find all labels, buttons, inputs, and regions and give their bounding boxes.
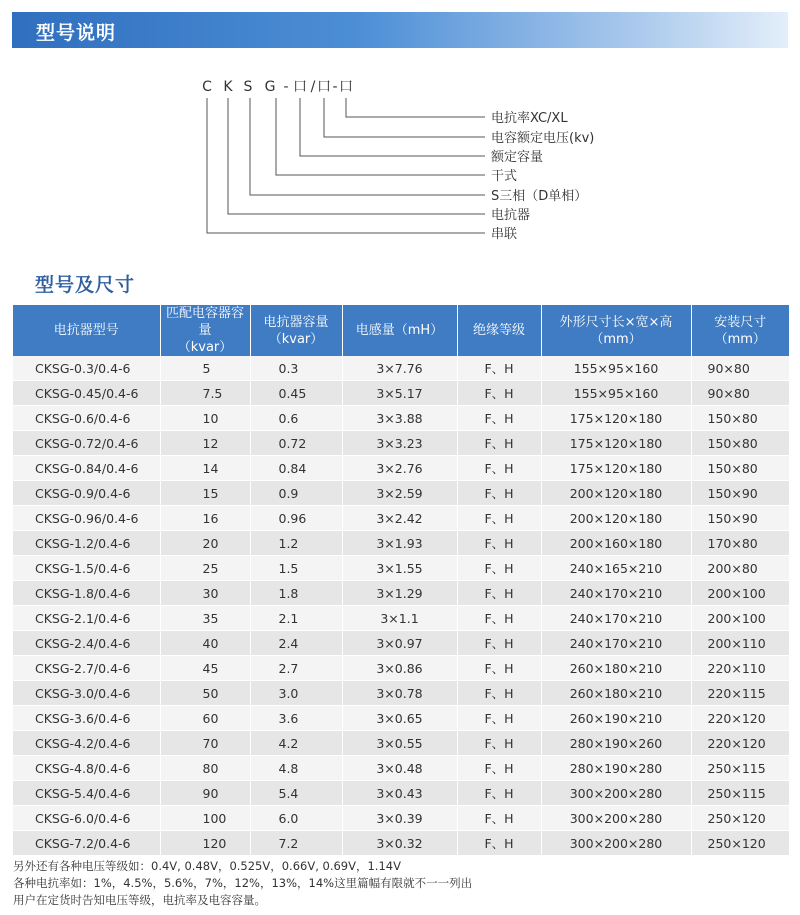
model-code-letter: K <box>223 79 233 95</box>
table-cell: 150×80 <box>691 456 789 481</box>
spec-table <box>13 305 789 856</box>
table-row <box>13 356 789 381</box>
table-cell: 220×110 <box>691 656 789 681</box>
table-cell: 7.5 <box>160 381 250 406</box>
table-row <box>13 706 789 731</box>
table-row <box>13 431 789 456</box>
table-row <box>13 831 789 856</box>
table-cell: 220×120 <box>691 731 789 756</box>
table-cell: 300×200×280 <box>541 831 691 856</box>
table-row <box>13 456 789 481</box>
table-cell: 200×160×180 <box>541 531 691 556</box>
table-cell: 0.3 <box>250 356 342 381</box>
table-cell: F、H <box>457 506 541 531</box>
table-cell: 0.6 <box>250 406 342 431</box>
model-code-letter: - <box>283 79 289 95</box>
model-code-label: 串联 <box>491 227 518 242</box>
table-cell: CKSG-4.2/0.4-6 <box>13 731 160 756</box>
table-cell: 3×0.65 <box>342 706 457 731</box>
table-row <box>13 406 789 431</box>
model-code-letter: - <box>332 79 338 95</box>
table-row <box>13 606 789 631</box>
column-header-text: 电抗器型号 <box>53 323 119 338</box>
table-row <box>13 481 789 506</box>
table-cell: CKSG-2.7/0.4-6 <box>13 656 160 681</box>
table-cell: 6.0 <box>250 806 342 831</box>
table-cell: F、H <box>457 381 541 406</box>
table-row <box>13 781 789 806</box>
column-header <box>13 305 160 356</box>
table-cell: 3×7.76 <box>342 356 457 381</box>
table-cell: 220×115 <box>691 681 789 706</box>
leader-line <box>300 98 485 156</box>
table-cell: 40 <box>160 631 250 656</box>
model-code-label: 电容额定电压(kv) <box>491 131 595 146</box>
table-cell: 3×5.17 <box>342 381 457 406</box>
table-cell: 3×0.97 <box>342 631 457 656</box>
table-cell: CKSG-0.72/0.4-6 <box>13 431 160 456</box>
table-cell: 1.8 <box>250 581 342 606</box>
table-cell: CKSG-1.8/0.4-6 <box>13 581 160 606</box>
table-cell: 150×80 <box>691 406 789 431</box>
table-header-row <box>13 305 789 356</box>
column-header <box>160 305 250 356</box>
table-cell: 7.2 <box>250 831 342 856</box>
table-cell: 300×200×280 <box>541 806 691 831</box>
model-code-letter: G <box>264 79 276 95</box>
table-cell: CKSG-0.84/0.4-6 <box>13 456 160 481</box>
table-body <box>13 356 789 856</box>
table-cell: 3×0.48 <box>342 756 457 781</box>
table-cell: CKSG-6.0/0.4-6 <box>13 806 160 831</box>
model-code-letter: 口 <box>317 79 331 95</box>
leader-line <box>207 98 485 233</box>
table-cell: 3×2.76 <box>342 456 457 481</box>
table-cell: F、H <box>457 781 541 806</box>
table-cell: 250×115 <box>691 781 789 806</box>
table-cell: CKSG-3.0/0.4-6 <box>13 681 160 706</box>
table-cell: 20 <box>160 531 250 556</box>
table-cell: 3×3.88 <box>342 406 457 431</box>
column-header-text: 匹配电容器容量 <box>165 306 244 338</box>
table-cell: 200×120×180 <box>541 481 691 506</box>
table-cell: F、H <box>457 456 541 481</box>
table-cell: 170×80 <box>691 531 789 556</box>
table-cell: 150×90 <box>691 481 789 506</box>
table-cell: 200×100 <box>691 606 789 631</box>
leader-line <box>346 98 485 117</box>
table-cell: 3×0.32 <box>342 831 457 856</box>
table-row <box>13 531 789 556</box>
table-cell: 0.96 <box>250 506 342 531</box>
table-cell: F、H <box>457 656 541 681</box>
table-cell: F、H <box>457 831 541 856</box>
table-cell: 280×190×280 <box>541 756 691 781</box>
table-cell: 1.2 <box>250 531 342 556</box>
table-cell: 250×120 <box>691 831 789 856</box>
table-cell: 175×120×180 <box>541 431 691 456</box>
table-cell: 10 <box>160 406 250 431</box>
table-cell: CKSG-0.45/0.4-6 <box>13 381 160 406</box>
table-cell: 60 <box>160 706 250 731</box>
table-cell: 4.8 <box>250 756 342 781</box>
table-cell: F、H <box>457 756 541 781</box>
model-code-diagram <box>0 60 800 250</box>
model-code-letter: 口 <box>339 79 353 95</box>
table-cell: F、H <box>457 706 541 731</box>
model-code-letter: 口 <box>293 79 307 95</box>
table-cell: F、H <box>457 556 541 581</box>
table-cell: 3×1.1 <box>342 606 457 631</box>
table-cell: F、H <box>457 806 541 831</box>
table-cell: CKSG-0.9/0.4-6 <box>13 481 160 506</box>
table-cell: 0.45 <box>250 381 342 406</box>
table-cell: 250×120 <box>691 806 789 831</box>
table-cell: CKSG-0.96/0.4-6 <box>13 506 160 531</box>
table-cell: 14 <box>160 456 250 481</box>
table-cell: 300×200×280 <box>541 781 691 806</box>
table-cell: 16 <box>160 506 250 531</box>
table-row <box>13 656 789 681</box>
table-row <box>13 631 789 656</box>
table-cell: F、H <box>457 531 541 556</box>
leader-line <box>250 98 485 195</box>
table-cell: CKSG-0.3/0.4-6 <box>13 356 160 381</box>
section-title: 型号及尺寸 <box>35 274 136 296</box>
table-cell: F、H <box>457 356 541 381</box>
table-cell: 80 <box>160 756 250 781</box>
table-cell: CKSG-7.2/0.4-6 <box>13 831 160 856</box>
table-cell: 35 <box>160 606 250 631</box>
table-cell: 90×80 <box>691 381 789 406</box>
column-header-text: （kvar） <box>268 331 324 347</box>
column-header <box>541 305 691 356</box>
table-cell: F、H <box>457 406 541 431</box>
table-cell: 0.72 <box>250 431 342 456</box>
column-header-text: 电感量（mH） <box>355 323 444 338</box>
table-cell: 260×180×210 <box>541 656 691 681</box>
table-cell: 0.84 <box>250 456 342 481</box>
table-cell: 150×80 <box>691 431 789 456</box>
table-cell: 200×100 <box>691 581 789 606</box>
table-cell: 220×120 <box>691 706 789 731</box>
table-cell: 25 <box>160 556 250 581</box>
table-row <box>13 681 789 706</box>
column-header-text: （kvar） <box>177 340 233 355</box>
table-cell: 3×2.59 <box>342 481 457 506</box>
column-header-text: 外形尺寸长×宽×高 <box>559 314 673 330</box>
column-header-text: （mm） <box>590 331 642 347</box>
table-cell: 200×120×180 <box>541 506 691 531</box>
column-header-text: 安装尺寸 <box>714 314 767 330</box>
table-cell: 3×1.55 <box>342 556 457 581</box>
table-cell: 175×120×180 <box>541 406 691 431</box>
table-cell: 3.6 <box>250 706 342 731</box>
table-cell: 70 <box>160 731 250 756</box>
table-cell: 5.4 <box>250 781 342 806</box>
table-cell: 30 <box>160 581 250 606</box>
table-row <box>13 731 789 756</box>
table-cell: 240×165×210 <box>541 556 691 581</box>
table-cell: CKSG-4.8/0.4-6 <box>13 756 160 781</box>
column-header-text: 绝缘等级 <box>472 323 525 338</box>
table-cell: F、H <box>457 581 541 606</box>
column-header <box>250 305 342 356</box>
model-code-label: 额定容量 <box>491 150 544 165</box>
model-code-label: 电抗器 <box>491 208 531 223</box>
table-cell: CKSG-2.4/0.4-6 <box>13 631 160 656</box>
model-code-label: 电抗率XC/XL <box>491 111 568 126</box>
table-cell: 3×0.78 <box>342 681 457 706</box>
table-cell: F、H <box>457 631 541 656</box>
table-cell: F、H <box>457 606 541 631</box>
table-cell: 100 <box>160 806 250 831</box>
table-cell: 155×95×160 <box>541 381 691 406</box>
table-cell: CKSG-1.2/0.4-6 <box>13 531 160 556</box>
model-code-letter: C <box>202 79 212 95</box>
table-cell: 200×110 <box>691 631 789 656</box>
table-cell: 250×115 <box>691 756 789 781</box>
table-cell: 4.2 <box>250 731 342 756</box>
table-cell: 2.1 <box>250 606 342 631</box>
column-header <box>342 305 457 356</box>
table-cell: 240×170×210 <box>541 606 691 631</box>
note-line: 另外还有各种电压等级如：0.4V, 0.48V，0.525V，0.66V, 0.69V，1.14V <box>13 859 401 873</box>
table-cell: CKSG-2.1/0.4-6 <box>13 606 160 631</box>
table-cell: 90 <box>160 781 250 806</box>
table-cell: 50 <box>160 681 250 706</box>
model-code-letter: S <box>243 79 253 95</box>
model-code-label: 干式 <box>491 169 518 184</box>
notes <box>13 858 472 909</box>
table-cell: 45 <box>160 656 250 681</box>
column-header-text: 电抗器容量 <box>263 314 329 330</box>
table-cell: 2.7 <box>250 656 342 681</box>
table-cell: 260×180×210 <box>541 681 691 706</box>
table-row <box>13 381 789 406</box>
column-header <box>457 305 541 356</box>
table-cell: 5 <box>160 356 250 381</box>
table-row <box>13 556 789 581</box>
column-header <box>691 305 789 356</box>
model-code-letter: / <box>310 79 316 95</box>
table-cell: 260×190×210 <box>541 706 691 731</box>
table-cell: 3.0 <box>250 681 342 706</box>
table-cell: 3×3.23 <box>342 431 457 456</box>
table-row <box>13 756 789 781</box>
table-cell: 3×0.86 <box>342 656 457 681</box>
table-cell: 175×120×180 <box>541 456 691 481</box>
table-cell: 150×90 <box>691 506 789 531</box>
table-row <box>13 806 789 831</box>
table-cell: 155×95×160 <box>541 356 691 381</box>
table-cell: 3×0.55 <box>342 731 457 756</box>
table-cell: F、H <box>457 731 541 756</box>
table-row <box>13 506 789 531</box>
table-cell: 15 <box>160 481 250 506</box>
table-cell: 120 <box>160 831 250 856</box>
table-cell: 3×2.42 <box>342 506 457 531</box>
table-cell: 200×80 <box>691 556 789 581</box>
table-cell: F、H <box>457 481 541 506</box>
table-cell: CKSG-3.6/0.4-6 <box>13 706 160 731</box>
table-cell: 12 <box>160 431 250 456</box>
model-code-label: S三相（D单相） <box>491 189 588 204</box>
note-line: 各种电抗率如：1%，4.5%，5.6%，7%，12%，13%，14%这里篇幅有限就不一一列出 <box>13 876 473 890</box>
table-cell: 3×0.43 <box>342 781 457 806</box>
table-cell: 3×0.39 <box>342 806 457 831</box>
table-cell: 0.9 <box>250 481 342 506</box>
header-banner <box>12 12 788 48</box>
table-row <box>13 581 789 606</box>
note-line: 用户在定货时告知电压等级，电抗率及电容容量。 <box>13 893 266 907</box>
page-title: 型号说明 <box>36 22 117 44</box>
table-cell: CKSG-1.5/0.4-6 <box>13 556 160 581</box>
table-cell: 3×1.29 <box>342 581 457 606</box>
table-cell: 1.5 <box>250 556 342 581</box>
table-cell: 90×80 <box>691 356 789 381</box>
table-cell: 2.4 <box>250 631 342 656</box>
table-cell: F、H <box>457 681 541 706</box>
table-cell: CKSG-5.4/0.4-6 <box>13 781 160 806</box>
table-cell: 3×1.93 <box>342 531 457 556</box>
table-cell: 240×170×210 <box>541 631 691 656</box>
table-cell: CKSG-0.6/0.4-6 <box>13 406 160 431</box>
table-cell: F、H <box>457 431 541 456</box>
table-cell: 280×190×260 <box>541 731 691 756</box>
column-header-text: （mm） <box>714 331 766 347</box>
table-cell: 240×170×210 <box>541 581 691 606</box>
